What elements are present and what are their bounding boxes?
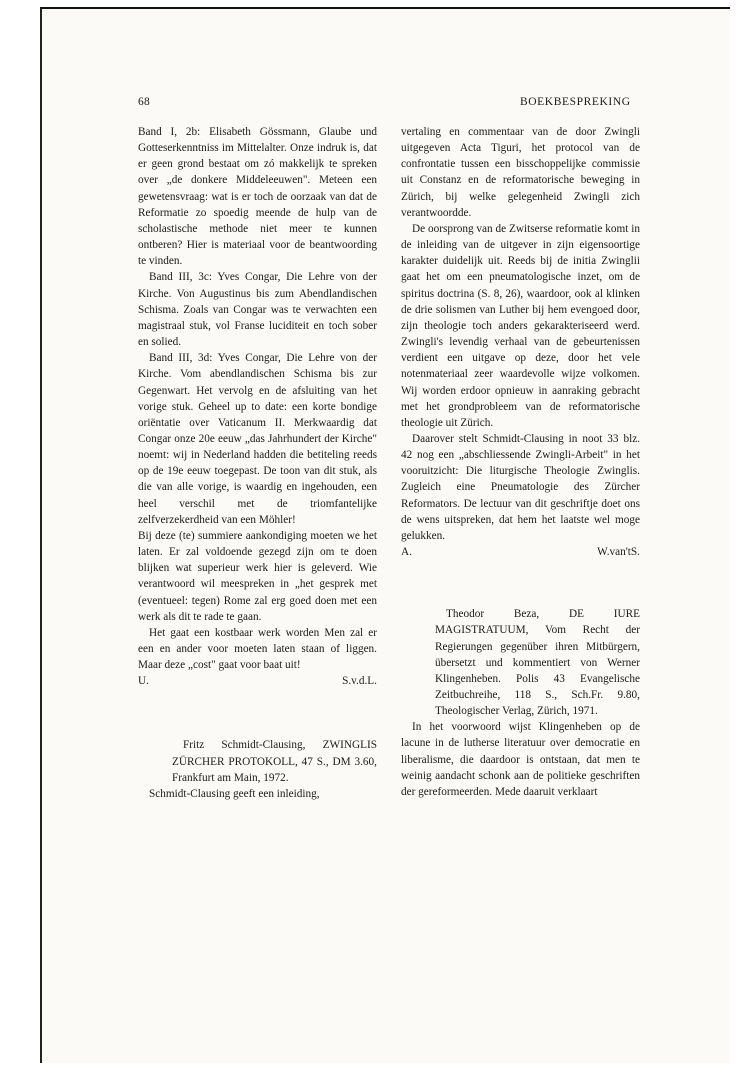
paragraph: Bij deze (te) summiere aankondiging moeten we het laten. Er zal voldoende gezegd zijn om te doen blijken wat superieur werk hier is geleverd. Wie verantwoord wil meespreken in „het gesprek met (eventueel: tegen) Rome zal erg goed doen met een werk als dit te rade te gaan. [138,529,377,623]
paragraph: Schmidt-Clausing geeft een inleiding, [149,787,320,800]
paragraph: Band I, 2b: Elisabeth Gössmann, Glaube und Gotteserkenntniss im Mittelalter. Onze indruk is, dat er geen grond bestaat om zó makkelijk te spreken over „de donkere Middeleeuwen". Meteen een gewetensvraag: wat is er toch de oorzaak van dat de Reformatie zo spoedig meende de hulp van de scholastische methode niet meer te kunnen ontberen? Hier is materiaal voor de beantwoording te vinden. [138,126,377,268]
signature-initial: U. [138,675,149,688]
paragraph: Daarover stelt Schmidt-Clausing in noot 33 blz. 42 nog een „abschliessende Zwingli-Arbeit" in het vooruitzicht: Die liturgische Theologie Zwinglis. Zugleich eine Pneumatologie des Zürcher Reformators. De lectuur van dit geschriftje doet ons de wens uitspreken, dat hem het laatste wel moge gelukken. [401,432,640,542]
left-column [138,124,377,802]
signature-author: S.v.d.L. [342,675,377,688]
paragraph: De oorsprong van de Zwitserse reformatie komt in de inleiding van de uitgever in zijn eigensoortige karakter duidelijk uit. Reeds bij de initia Zwinglii gaat het om een pneumatologische inzet, om de spiritus doctrina (S. 8, 26), waardoor, ook al klinken de drie solismen van Luther bij hem evengoed door, zijn theologie toch anders gekarakteriseerd werd. Zwingli's levendig verhaal van de gebeurtenissen verdient een uitgave op deze, door het vele notenmateriaal zeer waardevolle wijze volkomen. Wij worden erdoor opnieuw in aanraking gebracht met het grondprobleem van de reformatorische theologie uit Zürich. [401,222,640,429]
paragraph: In het voorwoord wijst Klingenheben op de lacune in de lutherse literatuur over democratie en liberalisme, die daardoor is ontstaan, dat men te weinig aandacht schonk aan de politieke geschriften der gereformeerden. Mede daaruit verklaart [401,721,640,798]
paragraph: vertaling en commentaar van de door Zwingli uitgegeven Acta Tiguri, het protocol van de confrontatie tussen een bisschoppelijke commissie uit Constanz en de reformatorische beweging in Zürich, bij welke gelegenheid Zwingli zich verantwoordde. [401,126,640,219]
paragraph: Band III, 3d: Yves Congar, Die Lehre von der Kirche. Vom abendlandischen Schisma bis zur Gegenwart. Het vervolg en de afsluiting van het vorige stuk. Geheel up to date: een korte bondige oriëntatie over Vaticanum II. Merkwaardig dat Congar onze 20e eeuw „das Jahrhundert der Kirche" noemt: wij in Nederland hadden die betiteling reeds op de 19e eeuw toegepast. De toon van dit stuk, als die van alle vorige, is waardig en ingehouden, een heel verschil met de triomfantelijke zelfverzekerdheid van een Möhler! [138,352,377,526]
section-title: BOEKBESPREKING [520,96,631,108]
review-signature [138,673,377,689]
page-number: 68 [138,96,151,108]
signature-initial: A. [401,546,412,559]
signature-author: W.van'tS. [597,546,640,559]
paragraph: Band III, 3c: Yves Congar, Die Lehre von der Kirche. Von Augustinus bis zum Abendlandischen Schisma. Zoals van Congar was te verwachten een magistraal stuk, vol Franse luciditeit en toch sober en solied. [138,271,377,349]
paragraph: Het gaat een kostbaar werk worden Men zal er een en ander voor moeten laten staan of liggen. Maar deze „cost" gaat voor baat uit! [138,626,377,672]
right-column [401,124,640,800]
review-signature [401,544,640,560]
book-entry-heading: Theodor Beza, DE IURE MAGISTRATUUM, Vom Recht der Regierungen gegenüber ihren Mitbürgern, übersetzt und kommentiert von Werner Klingenheben. Polis 43 Evangelische Zeitbuchreihe, 118 S., Sch.Fr. 9.80, Theologischer Verlag, Zürich, 1971. [435,608,640,718]
book-entry-heading: Fritz Schmidt-Clausing, ZWINGLIS ZÜRCHER PROTOKOLL, 47 S., DM 3.60, Frankfurt am Main, 1972. [172,739,377,784]
